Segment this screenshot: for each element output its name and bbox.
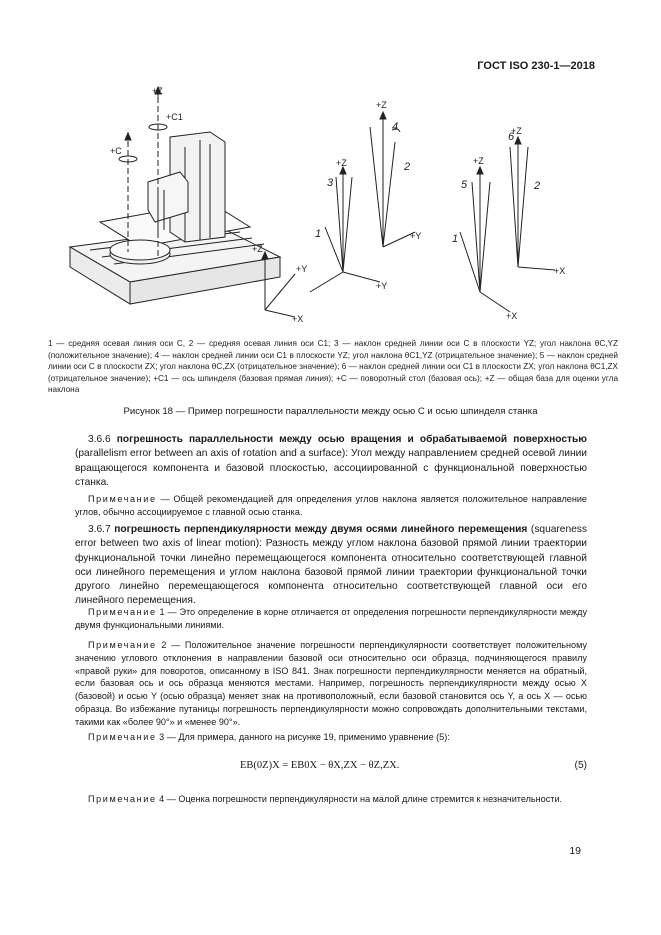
section-text: (squareness error between two axis of linear motion): Разность между углом наклона базовой прямой линии траектории функциональной точки линейно перемещающегося компонента относительно соответствующей главной оси линейного перемещения и углом наклона базовой прямой линии траектории функциональной точки другого линейно перемещающегося компонента относительно соответствующей главной оси его линейного перемещения. — [75, 524, 587, 607]
note-3 — [75, 731, 587, 744]
section-text: (parallelism error between an axis of rotation and a surface): Угол между направлением средней осевой линии вращающегося компонента и базовой плоскостью, ассоциированной с функциональной поверхностью станка. — [75, 448, 587, 488]
standard-header: ГОСТ ISO 230-1—2018 — [477, 60, 595, 72]
note-text: 2 — Положительное значение погрешности перпендикулярности соответствует положительному значению углового отклонения в направлении базовой оси относительно оси образца, подчиняющегося правилу «правой руки» для поворотов, описанному в ISO 841. Знак погрешности перпендикулярности меняется на обратный, если базовая ось и ось образца меняются местами. Например, погрешность перпендикулярности между осью X (базовой) и осью Y (осью образца) меняет знак на противоположный, если базовой становится ось Y, а ось X — осью образца. Во избежание путаницы погрешность перпендикулярности можно сопровождать дополнительными текстами, такими как «более 90°» и «менее 90°». — [75, 640, 587, 727]
section-3-6-6 — [75, 433, 587, 490]
axis-z-label-right: +Z — [511, 126, 522, 136]
note-text: 4 — Оценка погрешности перпендикулярности на малой длине стремится к незначительности. — [159, 794, 563, 804]
figure-legend: 1 — средняя осевая линия оси C, 2 — средняя осевая линия оси C1; 3 — наклон средней линии оси C в плоскости YZ; угол наклона θC,YZ (положительное значение); 4 — наклон средней линии оси C1 в плоскости YZ; угол наклона θC1,YZ (отрицательное значение); 5 — наклон средней линии оси C в плоскости ZX; угол наклона θC,ZX (отрицательное значение); 6 — наклон средней линии оси C1 в плоскости ZX; угол наклона θC1,ZX (отрицательное значение); +C1 — ось шпинделя (базовая прямая линия); +C — поворотный стол (базовая ось); +Z — общая база для оценки угла наклона — [48, 339, 618, 395]
axis-x-label-right2: +X — [506, 311, 518, 321]
axis-c1-label: +C1 — [166, 112, 183, 122]
equation-5: EB(0Z)X = EB0X − θX,ZX − θZ,ZX. — [240, 760, 400, 771]
note-label: Примечание — [88, 494, 157, 504]
axis-z-label-right2: +Z — [473, 156, 484, 166]
figure-18-drawing — [40, 82, 630, 332]
note-4 — [75, 793, 587, 806]
axis-z-label-frame: +Z — [252, 244, 263, 254]
note-label: Примечание — [88, 607, 157, 617]
axis-z-label-left: +Z — [152, 86, 163, 96]
note-label: Примечание — [88, 732, 157, 742]
page-number: 19 — [569, 845, 581, 857]
axis-y-label-mid: +Y — [410, 231, 422, 241]
axis-y-label-frame: +Y — [296, 264, 308, 274]
axis-x-label-frame: +X — [292, 314, 304, 324]
section-3-6-7 — [75, 523, 587, 609]
axis-z-label-mid2: +Z — [336, 158, 347, 168]
note-text: 3 — Для примера, данного на рисунке 19, применимо уравнение (5): — [159, 732, 450, 742]
equation-number: (5) — [574, 760, 587, 771]
axis-c-label: +C — [110, 146, 122, 156]
note-label: Примечание — [88, 794, 157, 804]
line-number-4: 4 — [392, 121, 399, 133]
note-text: — Общей рекомендацией для определения углов наклона является положительное направление углов, обычно ассоциируемое с главной осью станка. — [75, 494, 587, 517]
axis-x-label-right: +X — [554, 266, 566, 276]
line-number-1-right: 1 — [452, 233, 459, 245]
section-term: погрешность параллельности между осью вращения и обрабатываемой поверхностью — [116, 434, 587, 445]
line-number-5: 5 — [461, 179, 468, 191]
line-number-2-mid: 2 — [404, 161, 411, 173]
note-text: 1 — Это определение в корне отличается от определения погрешности перпендикулярности между двумя функциональными линиями. — [75, 607, 588, 630]
note-1 — [75, 606, 587, 632]
figure-caption: Рисунок 18 — Пример погрешности параллельности между осью C и осью шпинделя станка — [123, 406, 538, 417]
axis-y-label-mid2: +Y — [376, 281, 388, 291]
axis-z-label-mid: +Z — [376, 100, 387, 110]
section-number: 3.6.7 — [88, 524, 111, 535]
section-term: погрешность перпендикулярности между двумя осями линейного перемещения — [114, 524, 528, 535]
note-2 — [75, 639, 587, 729]
note-3-6-6 — [75, 493, 587, 519]
line-number-3: 3 — [327, 177, 334, 189]
line-number-1-mid: 1 — [315, 228, 322, 240]
note-label: Примечание — [88, 640, 157, 650]
line-number-2-right: 2 — [534, 180, 541, 192]
section-number: 3.6.6 — [88, 434, 111, 445]
line-number-6: 6 — [508, 131, 515, 143]
